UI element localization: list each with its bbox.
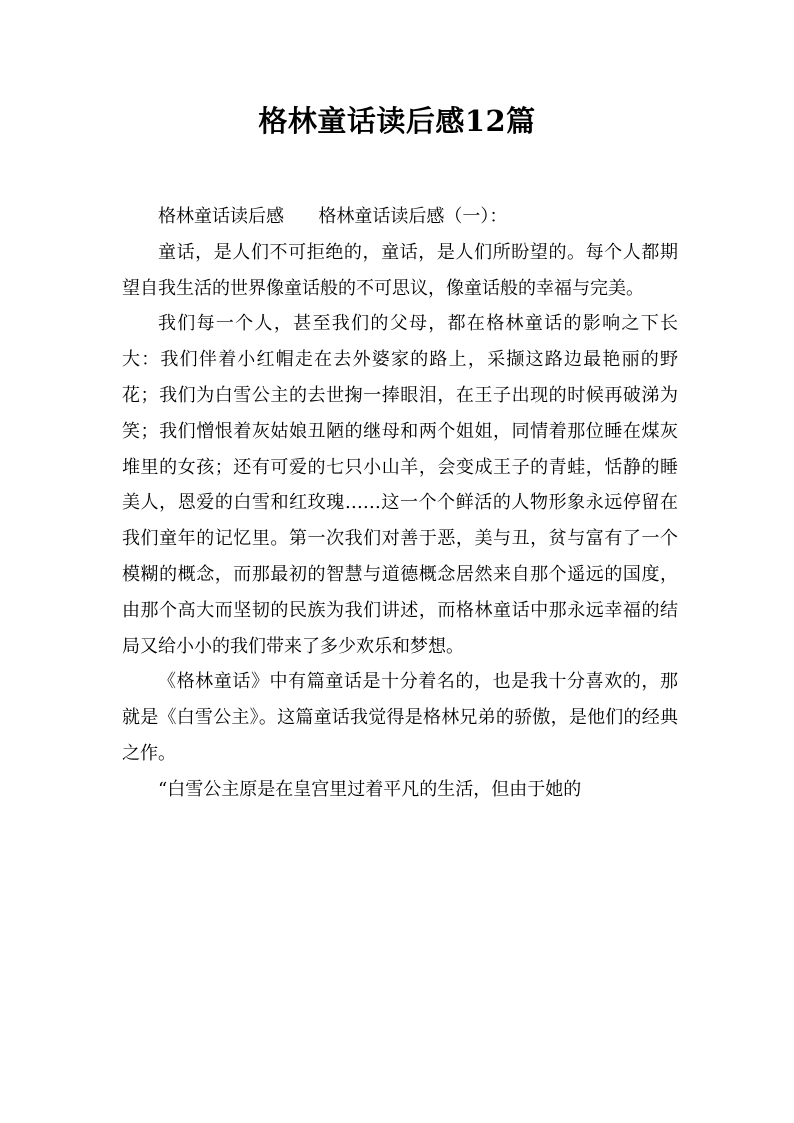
document-body <box>122 199 678 808</box>
paragraph-2: 我们每一个人，甚至我们的父母，都在格林童话的影响之下长大：我们伴着小红帽走在去外婆家的路上，采撷这路边最艳丽的野花；我们为白雪公主的去世掬一捧眼泪，在王子出现的时候再破涕为笑；我们憎恨着灰姑娘丑陋的继母和两个姐姐，同情着那位睡在煤灰堆里的女孩；还有可爱的七只小山羊，会变成王子的青蛙，恬静的睡美人，恩爱的白雪和红玫瑰……这一个个鲜活的人物形象永远停留在我们童年的记忆里。第一次我们对善于恶，美与丑，贫与富有了一个模糊的概念，而那最初的智慧与道德概念居然来自那个遥远的国度，由那个高大而坚韧的民族为我们讲述，而格林童话中那永远幸福的结局又给小小的我们带来了多少欢乐和梦想。 <box>122 313 678 657</box>
subtitle-line <box>122 199 678 235</box>
document-title: 格林童话读后感12篇 <box>258 104 536 138</box>
paragraph-3: 《格林童话》中有篇童话是十分着名的，也是我十分喜欢的，那就是《白雪公主》。这篇童话我觉得是格林兄弟的骄傲，是他们的经典之作。 <box>122 671 678 764</box>
subtitle-left: 格林童话读后感 <box>158 206 284 227</box>
paragraph-4: “白雪公主原是在皇宫里过着平凡的生活，但由于她的 <box>158 778 582 800</box>
subtitle-right: 格林童话读后感（一）： <box>318 206 508 227</box>
paragraph-1: 童话，是人们不可拒绝的，童话，是人们所盼望的。每个人都期望自我生活的世界像童话般的不可思议，像童话般的幸福与完美。 <box>122 241 678 299</box>
